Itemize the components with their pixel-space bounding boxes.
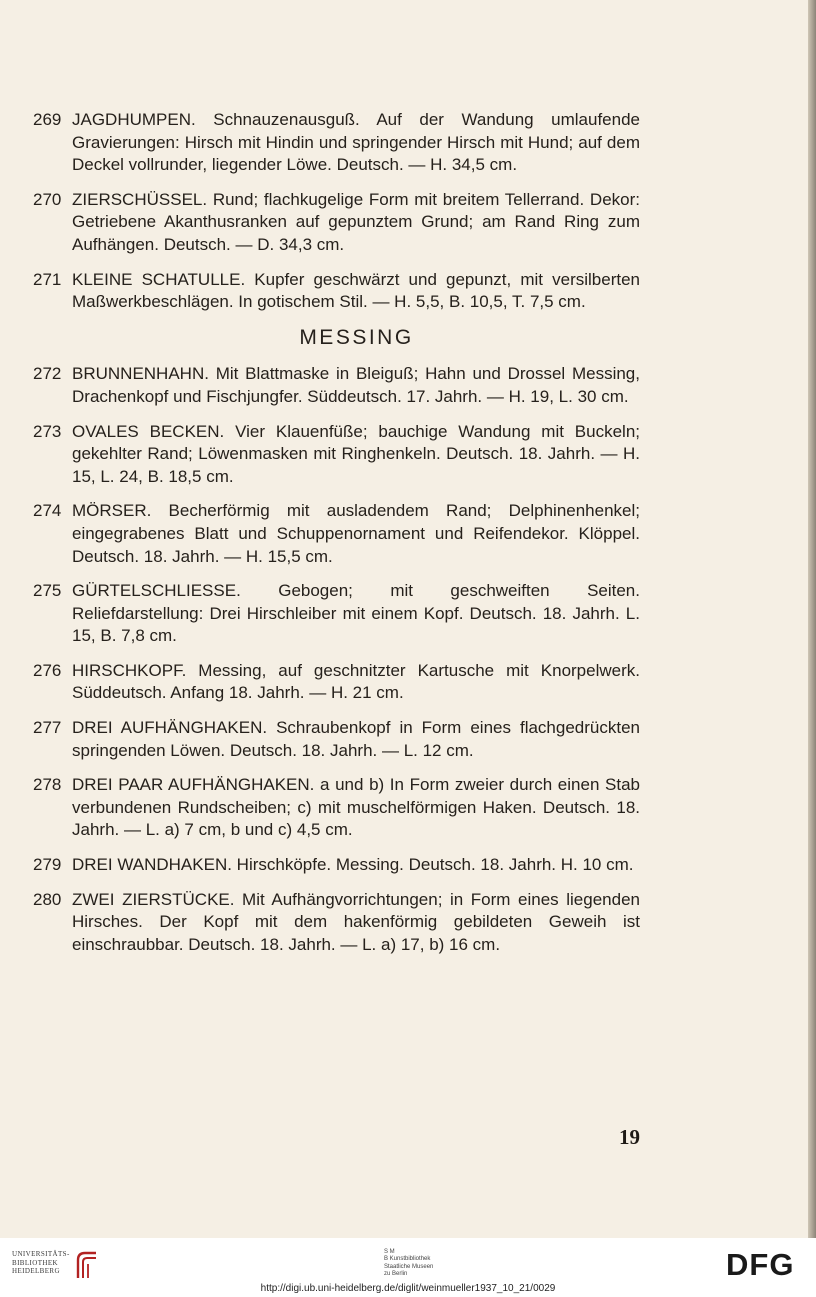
catalog-entry — [33, 269, 640, 314]
catalog-entry — [33, 500, 640, 568]
entry-number: 272 — [33, 364, 62, 384]
entry-number: 279 — [33, 855, 62, 875]
entry-number: 276 — [33, 660, 62, 680]
entry-number: 277 — [33, 718, 62, 738]
entry-number: 271 — [33, 269, 62, 289]
logo-line: B Kunstbibliothek — [384, 1256, 431, 1263]
entry-number: 280 — [33, 889, 62, 909]
entry-text: ZIERSCHÜSSEL. Rund; flachkugelige Form mit breitem Tellerrand. Dekor: Getriebene Akanthusranken auf gepunztem Grund; am Rand Ring zum Aufhängen. Deutsch. — D. 34,3 cm. — [72, 189, 640, 254]
entry-text: GÜRTELSCHLIESSE. Gebogen; mit geschweiften Seiten. Reliefdarstellung: Drei Hirschleiber mit einem Kopf. Deutsch. 18. Jahrh. L. 15, B. 7,8 cm. — [72, 581, 640, 646]
entry-text: JAGDHUMPEN. Schnauzenausguß. Auf der Wandung umlaufende Gravierungen: Hirsch mit Hindin und springender Hirsch mit Hund; auf dem Deckel vollrunder, liegender Löwe. Deutsch. — H. 34,5 cm. — [72, 110, 640, 175]
page-edge-shadow — [808, 0, 816, 1238]
catalog-entry — [33, 889, 640, 957]
catalog-entry — [33, 363, 640, 408]
catalog-entry — [33, 660, 640, 705]
source-url[interactable]: http://digi.ub.uni-heidelberg.de/diglit/weinmueller1937_10_21/0029 — [260, 1283, 556, 1294]
logo-line: zu Berlin — [384, 1271, 408, 1278]
logo-line: S M — [384, 1249, 395, 1255]
university-library-logo[interactable] — [12, 1250, 102, 1282]
entry-number: 274 — [33, 501, 62, 521]
catalog-entry — [33, 854, 640, 877]
entry-text: BRUNNENHAHN. Mit Blattmaske in Bleiguß; Hahn und Drossel Messing, Drachenkopf und Fischjungfer. Süddeutsch. 17. Jahrh. — H. 19, L. 30 cm. — [72, 364, 640, 406]
entry-text: KLEINE SCHATULLE. Kupfer geschwärzt und gepunzt, mit versilberten Maßwerkbeschlägen. In gotischem Stil. — H. 5,5, B. 10,5, T. 7,5 cm. — [72, 269, 640, 312]
entry-text: DREI PAAR AUFHÄNGHAKEN. a und b) In Form zweier durch einen Stab verbundenen Rundscheiben; c) mit muschelförmigen Haken. Deutsch. 18. Jahrh. — L. a) 7 cm, b und c) 4,5 cm. — [72, 775, 640, 840]
catalog-entry — [33, 774, 640, 842]
page-number: 19 — [619, 1125, 640, 1149]
dfg-logo[interactable]: DFG — [726, 1247, 795, 1282]
catalog-entries — [33, 109, 640, 968]
university-library-logo-text — [12, 1250, 74, 1276]
entry-number: 275 — [33, 581, 62, 601]
kunstbibliothek-logo[interactable] — [384, 1249, 474, 1279]
catalog-entry — [33, 189, 640, 257]
entries-before-heading — [33, 109, 640, 314]
logo-line: Staatliche Museen — [384, 1263, 434, 1270]
entry-number: 273 — [33, 421, 62, 441]
entry-text: DREI WANDHAKEN. Hirschköpfe. Messing. Deutsch. 18. Jahrh. H. 10 cm. — [72, 855, 634, 875]
catalog-entry — [33, 717, 640, 762]
entry-number: 270 — [33, 189, 62, 209]
logo-line: BIBLIOTHEK — [12, 1258, 58, 1267]
entry-number: 278 — [33, 775, 62, 795]
entries-after-heading — [33, 363, 640, 956]
entry-text: OVALES BECKEN. Vier Klauenfüße; bauchige Wandung mit Buckeln; gekehlter Rand; Löwenmasken mit Ringhenkeln. Deutsch. 18. Jahrh. — H. 15, L. 24, B. 18,5 cm. — [72, 421, 640, 486]
catalog-entry — [33, 421, 640, 489]
university-seal-icon — [74, 1250, 100, 1280]
catalog-entry — [33, 580, 640, 648]
entry-text: ZWEI ZIERSTÜCKE. Mit Aufhängvorrichtungen; in Form eines liegenden Hirsches. Der Kopf mit dem hakenförmig gebildeten Geweih ist einschraubbar. Deutsch. 18. Jahrh. — L. a) 17, b) 16 cm. — [72, 889, 640, 954]
logo-line: UNIVERSITÄTS- — [12, 1250, 70, 1258]
logo-line: HEIDELBERG — [12, 1267, 60, 1275]
entry-text: HIRSCHKOPF. Messing, auf geschnitzter Kartusche mit Knorpelwerk. Süddeutsch. Anfang 18. Jahrh. — H. 21 cm. — [72, 660, 640, 703]
entry-number: 269 — [33, 110, 62, 129]
entry-text: MÖRSER. Becherförmig mit ausladendem Rand; Delphinenhenkel; eingegrabenes Blatt und Schuppenornament und Reifendekor. Klöppel. Deutsch. 18. Jahrh. — H. 15,5 cm. — [72, 501, 640, 566]
section-heading: MESSING — [299, 325, 414, 349]
catalog-entry — [33, 109, 640, 177]
entry-text: DREI AUFHÄNGHAKEN. Schraubenkopf in Form eines flachgedrückten springenden Löwen. Deutsch. 18. Jahrh. — L. 12 cm. — [72, 718, 640, 760]
